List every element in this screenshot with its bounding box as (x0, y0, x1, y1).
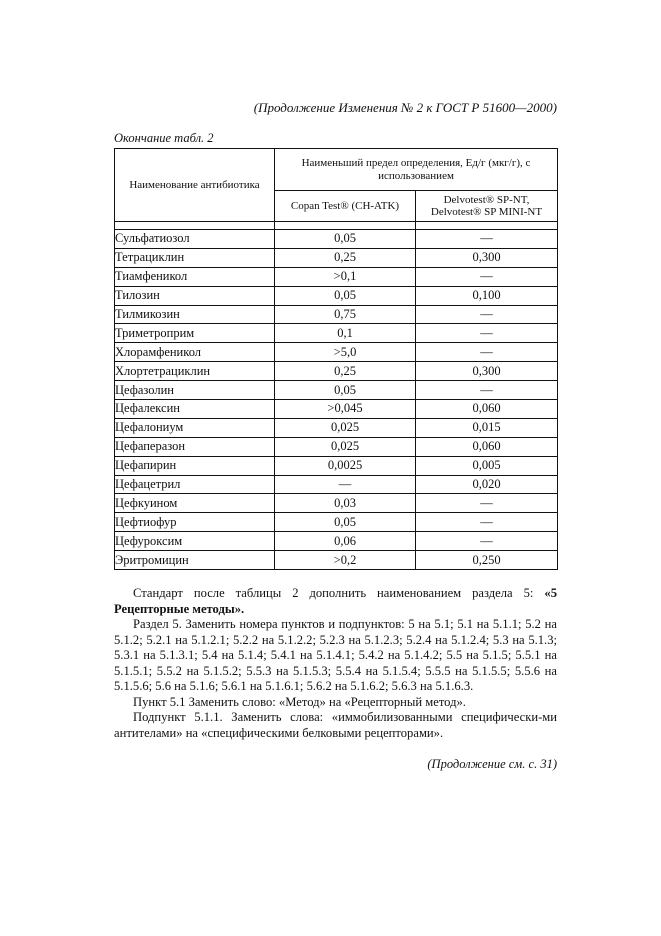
table-row (115, 305, 558, 324)
copan-value: 0,1 (275, 324, 416, 343)
copan-value: >0,045 (275, 400, 416, 419)
delvotest-value: — (416, 513, 558, 532)
delvotest-value: 0,060 (416, 400, 558, 419)
table-row (115, 286, 558, 305)
delvotest-value: 0,015 (416, 418, 558, 437)
delvotest-value: — (416, 267, 558, 286)
delvotest-value: 0,300 (416, 362, 558, 381)
delvotest-value: — (416, 305, 558, 324)
antibiotic-name: Цефалексин (115, 400, 275, 419)
delvotest-value: — (416, 324, 558, 343)
table-row (115, 418, 558, 437)
table-row (115, 248, 558, 267)
copan-value: 0,03 (275, 494, 416, 513)
delvotest-value: — (416, 230, 558, 249)
antibiotic-name: Цефалониум (115, 418, 275, 437)
delvotest-value: 0,250 (416, 551, 558, 570)
header-delvotest-line1: Delvotest® SP-NT, (443, 194, 530, 206)
antibiotics-table (114, 148, 558, 570)
copan-value: >0,1 (275, 267, 416, 286)
copan-value: >5,0 (275, 343, 416, 362)
table-row (115, 381, 558, 400)
table-row (115, 362, 558, 381)
table-row (115, 513, 558, 532)
table-row (115, 494, 558, 513)
delvotest-value: — (416, 532, 558, 551)
table-row (115, 400, 558, 419)
delvotest-value: 0,300 (416, 248, 558, 267)
copan-value: 0,25 (275, 248, 416, 267)
antibiotic-name: Цефапирин (115, 456, 275, 475)
copan-value: >0,2 (275, 551, 416, 570)
amendment-text (114, 586, 557, 741)
paragraph-point51: Пункт 5.1 Заменить слово: «Метод» на «Рецепторный метод». (133, 694, 466, 709)
page-footer-continuation: (Продолжение см. с. 31) (427, 757, 557, 771)
copan-value: 0,75 (275, 305, 416, 324)
delvotest-value: — (416, 343, 558, 362)
delvotest-value: — (416, 494, 558, 513)
header-antibiotic-name: Наименование антибиотика (115, 149, 275, 222)
table-row (115, 532, 558, 551)
antibiotic-name: Цефаперазон (115, 437, 275, 456)
paragraph-subpoint511: Подпункт 5.1.1. Заменить слова: «иммобилизованными специфически-ми антителами» на «специфическими белковыми рецепторами». (114, 710, 557, 740)
delvotest-value: 0,020 (416, 475, 558, 494)
copan-value: 0,025 (275, 437, 416, 456)
copan-value: 0,25 (275, 362, 416, 381)
antibiotic-name: Цефазолин (115, 381, 275, 400)
antibiotic-name: Цефуроксим (115, 532, 275, 551)
copan-value: 0,05 (275, 381, 416, 400)
table-spacer-row (115, 222, 558, 230)
delvotest-value: 0,060 (416, 437, 558, 456)
header-delvotest-line2: Delvotest® SP MINI-NT (430, 206, 543, 218)
antibiotic-name: Цефкуином (115, 494, 275, 513)
page-header-continuation: (Продолжение Изменения № 2 к ГОСТ Р 51600—2000) (253, 100, 557, 115)
antibiotic-name: Цефтиофур (115, 513, 275, 532)
header-delvotest (416, 191, 558, 222)
copan-value: 0,025 (275, 418, 416, 437)
paragraph-standard-text: Стандарт после таблицы 2 дополнить наименованием раздела 5: (133, 586, 534, 600)
delvotest-value: 0,005 (416, 456, 558, 475)
antibiotic-name: Тетрациклин (115, 248, 275, 267)
table-row (115, 456, 558, 475)
antibiotic-name: Эритромицин (115, 551, 275, 570)
antibiotic-name: Тиамфеникол (115, 267, 275, 286)
copan-value: 0,0025 (275, 456, 416, 475)
copan-value: 0,05 (275, 513, 416, 532)
antibiotic-name: Сульфатиозол (115, 230, 275, 249)
antibiotic-name: Триметроприм (115, 324, 275, 343)
copan-value: 0,05 (275, 230, 416, 249)
table-row (115, 437, 558, 456)
table-row (115, 267, 558, 286)
header-copan-test: Copan Test® (CH-ATK) (275, 191, 416, 222)
table-row (115, 324, 558, 343)
paragraph-section5: Раздел 5. Заменить номера пунктов и подпунктов: 5 на 5.1; 5.1 на 5.1.1; 5.2 на 5.1.2; 5.2.1 на 5.1.2.1; 5.2.2 на 5.1.2.2; 5.2.3 на 5.1.2.3; 5.2.4 на 5.1.2.4; 5.3 на 5.1.3; 5.3.1 на 5.1.3.1; 5.4 на 5.1.4; 5.4.1 на 5.1.4.1; 5.4.2 на 5.1.4.2; 5.5 на 5.1.5; 5.5.1 на 5.1.5.1; 5.5.2 на 5.1.5.2; 5.5.3 на 5.1.5.3; 5.5.4 на 5.1.5.4; 5.5.5 на 5.1.5.5; 5.5.6 на 5.1.5.6; 5.6 на 5.1.6; 5.6.1 на 5.1.6.1; 5.6.2 на 5.1.6.2; 5.6.3 на 5.1.6.3. (114, 617, 557, 693)
paragraph-standard (114, 586, 557, 617)
antibiotic-name: Хлорамфеникол (115, 343, 275, 362)
table-row (115, 343, 558, 362)
copan-value: — (275, 475, 416, 494)
table-row (115, 230, 558, 249)
antibiotic-name: Тилмикозин (115, 305, 275, 324)
delvotest-value: 0,100 (416, 286, 558, 305)
copan-value: 0,05 (275, 286, 416, 305)
table-caption: Окончание табл. 2 (114, 131, 214, 145)
antibiotic-name: Хлортетрациклин (115, 362, 275, 381)
section-5-title: «5 Рецепторные методы». (114, 586, 558, 616)
copan-value: 0,06 (275, 532, 416, 551)
antibiotic-name: Тилозин (115, 286, 275, 305)
header-detection-limit: Наименьший предел определения, Ед/г (мкг/г), с использованием (275, 149, 558, 191)
antibiotic-name: Цефацетрил (115, 475, 275, 494)
table-row (115, 475, 558, 494)
table-row (115, 551, 558, 570)
delvotest-value: — (416, 381, 558, 400)
